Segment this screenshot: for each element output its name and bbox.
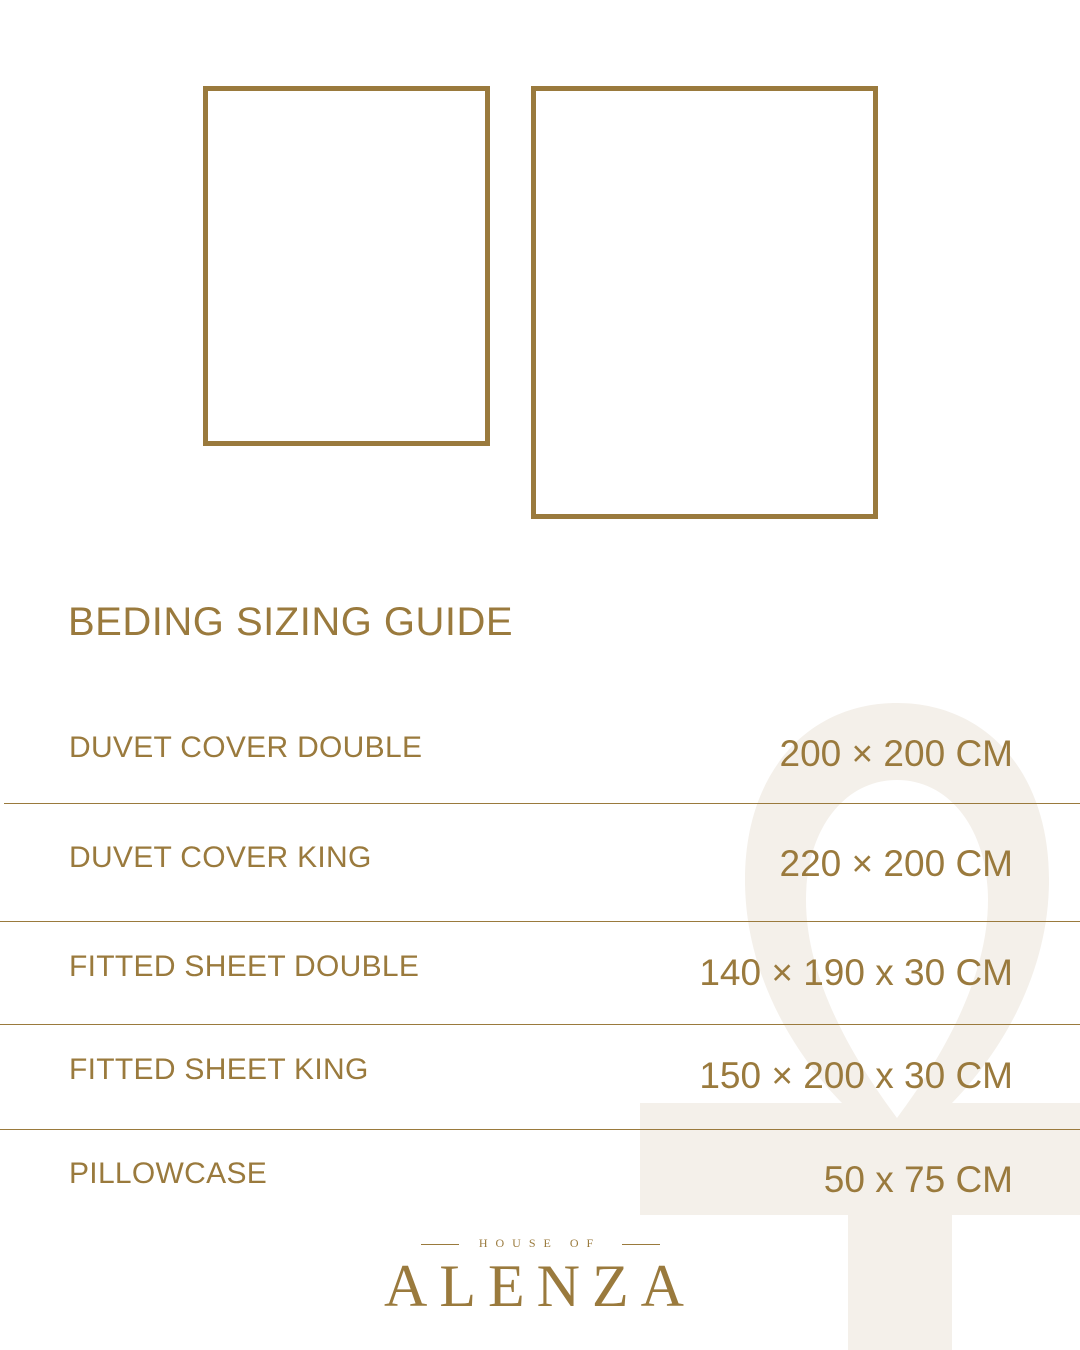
- size-label: PILLOWCASE: [69, 1157, 268, 1190]
- page-title: BEDING SIZING GUIDE: [68, 600, 514, 644]
- size-label: FITTED SHEET DOUBLE: [69, 950, 420, 983]
- row-divider: [0, 1024, 1080, 1025]
- size-value: 200 × 200 CM: [779, 733, 1013, 774]
- image-frame-large: [531, 86, 878, 519]
- size-row-fitted-double: [0, 950, 1080, 1010]
- size-label: DUVET COVER DOUBLE: [69, 731, 423, 764]
- size-row-duvet-king: [0, 841, 1080, 901]
- size-value: 150 × 200 x 30 CM: [699, 1055, 1013, 1096]
- size-row-fitted-king: [0, 1053, 1080, 1113]
- row-divider: [0, 1129, 1080, 1130]
- image-frame-small: [203, 86, 490, 446]
- logo-tagline: HOUSE OF: [478, 1236, 602, 1250]
- size-label: DUVET COVER KING: [69, 841, 372, 874]
- row-divider: [0, 921, 1080, 922]
- size-value: 50 x 75 CM: [823, 1159, 1013, 1200]
- logo-wordmark: ALENZA: [384, 1253, 696, 1319]
- size-row-duvet-double: [0, 731, 1080, 791]
- size-row-pillowcase: [0, 1157, 1080, 1217]
- row-divider: [4, 803, 1080, 804]
- size-value: 140 × 190 x 30 CM: [699, 952, 1013, 993]
- size-value: 220 × 200 CM: [779, 843, 1013, 884]
- size-label: FITTED SHEET KING: [69, 1053, 369, 1086]
